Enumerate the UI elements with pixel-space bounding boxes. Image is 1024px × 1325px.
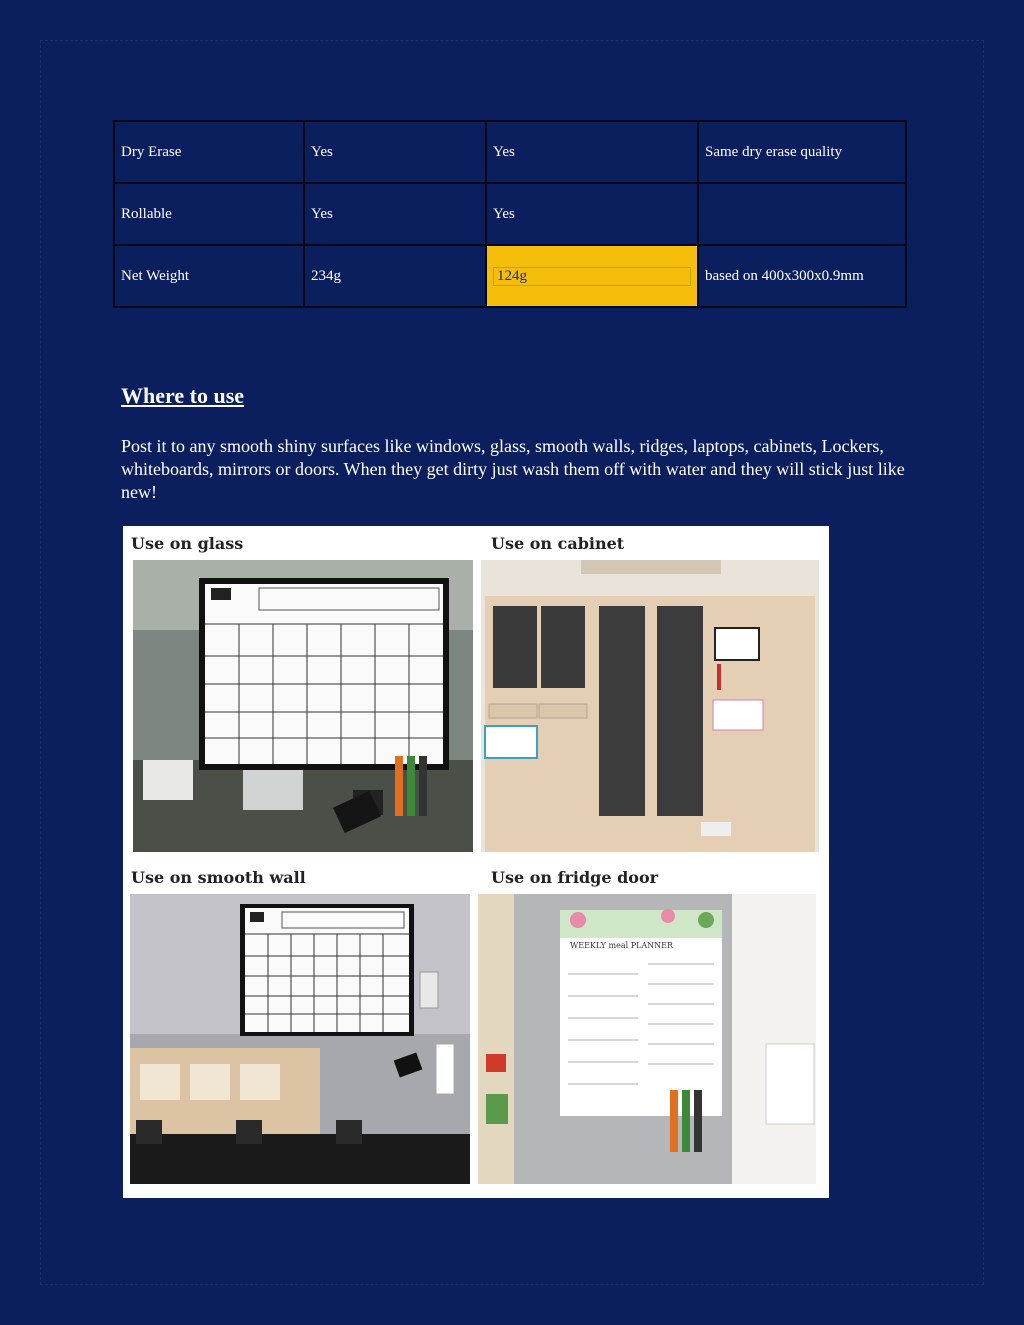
planner-title: WEEKLY meal PLANNER xyxy=(570,941,674,950)
usage-photo-collage xyxy=(123,526,829,1198)
table-cell: 234g xyxy=(304,245,486,307)
caption-cabinet: Use on cabinet xyxy=(491,534,625,553)
table-row xyxy=(114,245,906,307)
wall-photo xyxy=(130,894,470,1184)
highlighted-cell xyxy=(486,245,698,307)
table-cell: based on 400x300x0.9mm xyxy=(698,245,906,307)
section-body: Post it to any smooth shiny surfaces like windows, glass, smooth walls, ridges, laptops, cabinets, Lockers, whiteboards, mirrors or doors. When they get dirty just wash them off with water and they will stick just like new! xyxy=(121,436,905,502)
table-cell xyxy=(698,183,906,245)
glass-photo xyxy=(133,560,473,852)
table-cell: Net Weight xyxy=(114,245,304,307)
caption-fridge: Use on fridge door xyxy=(491,868,659,887)
caption-wall: Use on smooth wall xyxy=(131,868,306,887)
table-row xyxy=(114,121,906,183)
table-cell: Yes xyxy=(486,121,698,183)
highlighted-value: 124g xyxy=(493,267,691,286)
caption-glass: Use on glass xyxy=(131,534,244,553)
cabinet-photo xyxy=(481,560,819,852)
table-row xyxy=(114,183,906,245)
table-cell: Rollable xyxy=(114,183,304,245)
table-cell: Yes xyxy=(304,183,486,245)
section-heading: Where to use xyxy=(121,383,245,408)
spec-table xyxy=(113,120,907,308)
fridge-photo xyxy=(478,894,816,1184)
table-cell: Yes xyxy=(486,183,698,245)
table-cell: Dry Erase xyxy=(114,121,304,183)
table-cell: Same dry erase quality xyxy=(698,121,906,183)
table-cell: Yes xyxy=(304,121,486,183)
